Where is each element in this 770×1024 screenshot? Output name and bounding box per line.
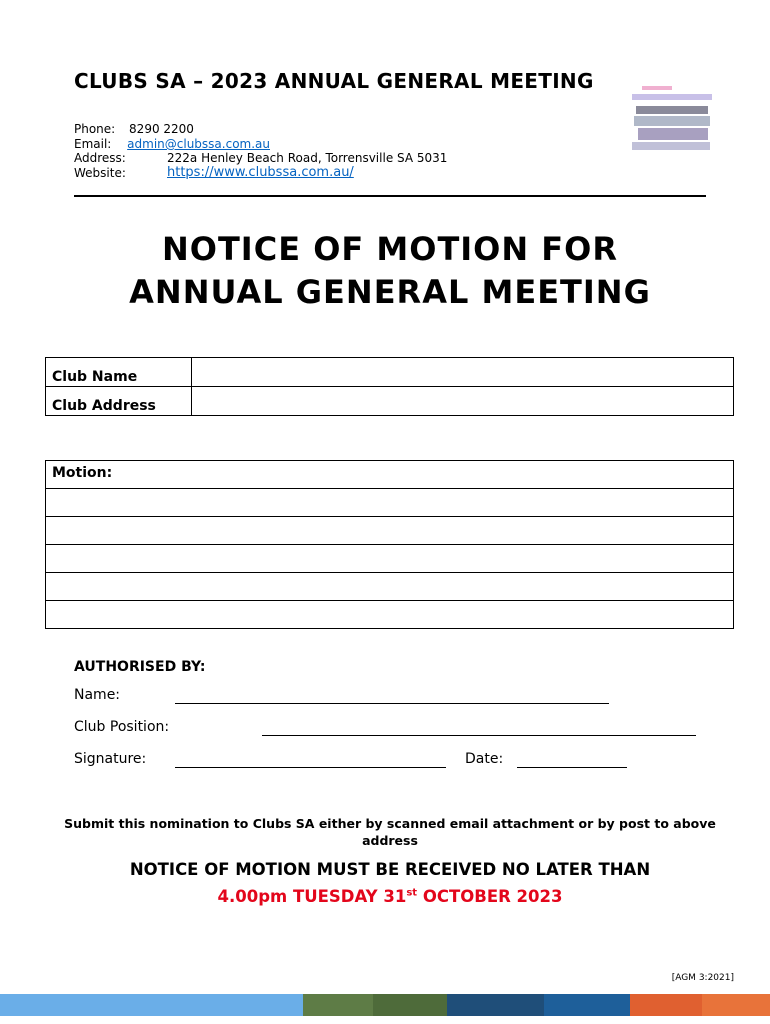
header-divider [74, 195, 706, 197]
deadline-heading: NOTICE OF MOTION MUST BE RECEIVED NO LATER THAN [129, 860, 651, 879]
club-position-label: Club Position: [74, 719, 170, 735]
submit-instructions: Submit this nomination to Clubs SA either by scanned email attachment or by post to above address [64, 816, 716, 848]
motion-line[interactable] [46, 545, 734, 573]
name-line[interactable] [175, 703, 609, 704]
deadline-date-post: OCTOBER 2023 [417, 887, 563, 906]
bar-segment [303, 994, 373, 1016]
club-position-line[interactable] [262, 735, 696, 736]
club-table [45, 357, 734, 416]
address-label: Address: [74, 151, 126, 165]
org-title: CLUBS SA – 2023 ANNUAL GENERAL MEETING [74, 69, 594, 93]
bar-segment [373, 994, 447, 1016]
deadline-date-sup: st [406, 887, 418, 899]
deadline-date [40, 887, 740, 906]
address-value: 222a Henley Beach Road, Torrensville SA 5031 [167, 151, 448, 165]
motion-line[interactable] [46, 489, 734, 517]
club-address-label: Club Address [46, 387, 192, 416]
page-title [40, 228, 740, 314]
club-address-field[interactable] [192, 387, 734, 416]
email-link[interactable]: admin@clubssa.com.au [127, 137, 270, 151]
club-name-label: Club Name [46, 358, 192, 387]
title-line-1: NOTICE OF MOTION FOR [161, 230, 618, 268]
motion-label: Motion: [46, 461, 734, 489]
signature-label: Signature: [74, 751, 147, 767]
name-label: Name: [74, 687, 121, 703]
signature-line[interactable] [175, 767, 446, 768]
motion-line[interactable] [46, 573, 734, 601]
motion-line[interactable] [46, 517, 734, 545]
bar-segment [544, 994, 630, 1016]
bar-segment [447, 994, 544, 1016]
motion-line[interactable] [46, 601, 734, 629]
phone-value: 8290 2200 [129, 122, 194, 136]
bar-segment [0, 994, 303, 1016]
footer-color-bar [0, 994, 770, 1016]
date-label: Date: [465, 751, 504, 767]
bar-segment [702, 994, 770, 1016]
website-label: Website: [74, 166, 126, 180]
date-line[interactable] [517, 767, 627, 768]
website-link[interactable]: https://www.clubssa.com.au/ [167, 165, 354, 180]
bar-segment [630, 994, 702, 1016]
deadline-date-pre: 4.00pm TUESDAY 31 [217, 887, 407, 906]
email-label: Email: [74, 137, 112, 151]
contact-block [74, 122, 594, 182]
authorised-heading: AUTHORISED BY: [74, 659, 206, 675]
title-line-2: ANNUAL GENERAL MEETING [129, 273, 651, 311]
phone-label: Phone: [74, 122, 116, 136]
club-name-field[interactable] [192, 358, 734, 387]
motion-table [45, 460, 734, 629]
logo-image [632, 84, 712, 158]
document-code: [AGM 3:2021] [671, 973, 734, 983]
